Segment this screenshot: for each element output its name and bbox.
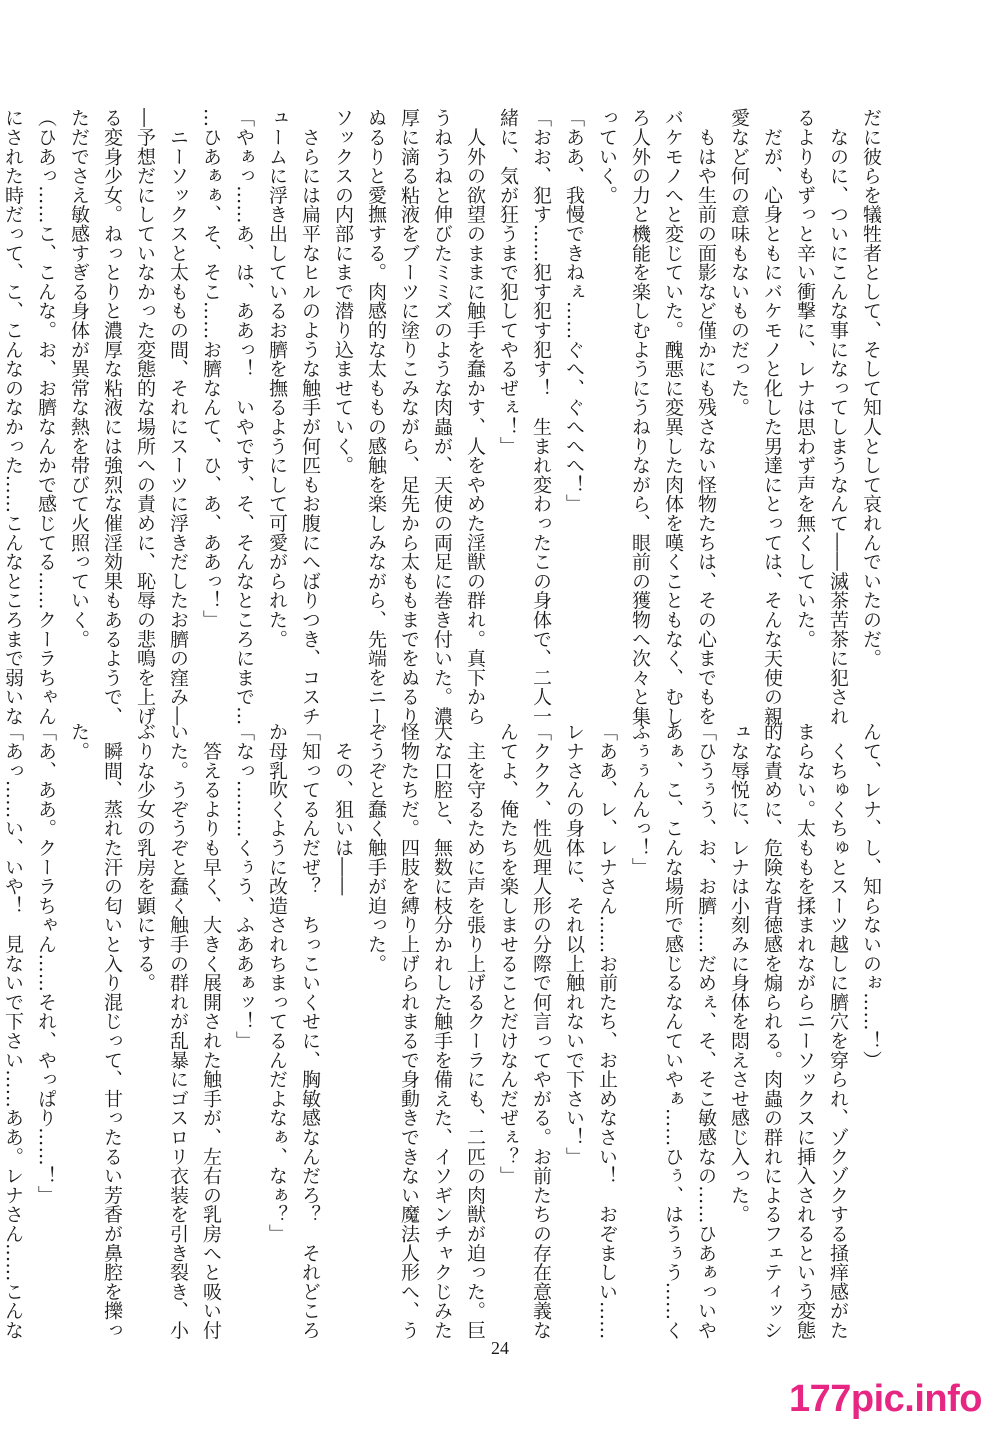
watermark-logo: 177pic.info — [789, 1378, 982, 1420]
page-number: 24 — [491, 1338, 509, 1358]
bottom-text-block: んて、レナ、し、知らないのぉ……！） くちゅくちゅとスーツ越しに臍穴を穿られ、ゾクゾクする掻痒感がた まらない。太ももを揉まれながらニーソックスに挿入されるという変態 的な責めに、危険な背徳感を煽られる。肉蟲の群れによるフェティッシ ュな辱悦に、レナは小刻みに身体を悶えさせ感じ入った。 「ひうぅう、お、お臍……だめぇ、そ、そこ敏感なの……ひあぁっいや あぁ、こ、こんな場所で感じるなんていやぁ……ひぅ、はうぅう……く ふぅぅんんっ！」 「ああ、レ、レナさん……お前たち、お止めなさい！ おぞましい…… レナさんの身体に、それ以上触れないで下さい！」 「ククク、性処理人形の分際で何言ってやがる。お前たちの存在意義な んてよ、俺たちを楽しませることだけなんだぜぇ？」 主を守るために声を張り上げるクーラにも、二匹の肉獣が迫った。巨 大な口腔と、無数に枝分かれした触手を備えた、イソギンチャクじみた 怪物たちだ。四肢を縛り上げられまるで身動きできない魔法人形へ、う ぞうぞと蠢く触手が迫った。 その、狙いは―― 「知ってるんだぜ？ ちっこいくせに、胸敏感なんだろ？ それどころ か母乳吹くように改造されちまってるんだよなぁ、なぁ？」 「なっ………くぅう、ふああぁッ！」 答えるよりも早く、大きく展開された触手が、左右の乳房へと吸い付 いた。うぞうぞと蠢く触手の群れが乱暴にゴスロリ衣装を引き裂き、小 ぶりな少女の乳房を顕にする。 瞬間、蒸れた汗の匂いと入り混じって、甘ったるい芳香が鼻腔を擽っ た。 「あ、ああ。クーラちゃん……それ、やっぱり……！」 「あっ……い、いや！ 見ないで下さい……ああ。レナさん……こんな — [2, 722, 882, 1340]
top-text-block: だに彼らを犠牲者として、そして知人として哀れんでいたのだ。 なのに、ついにこんな事になってしまうなんて――滅茶苦茶に犯され るよりもずっと辛い衝撃に、レナは思わず声を無くしていた。 だが、心身ともにバケモノと化した男達にとっては、そんな天使の親 愛など何の意味もないものだった。 もはや生前の面影など僅かにも残さない怪物たちは、その心までもを バケモノへと変じていた。醜悪に変異した肉体を嘆くこともなく、むし ろ人外の力と機能を楽しむようにうねりながら、眼前の獲物へ次々と集 っていく。 「ああ、我慢できねぇ……ぐへ、ぐへへへ！」 「おお、犯す……犯す犯す犯す！ 生まれ変わったこの身体で、二人一 緒に、気が狂うまで犯してやるぜぇ！」 人外の欲望のままに触手を蠢かす、人をやめた淫獣の群れ。真下から うねうねと伸びたミミズのような肉蟲が、天使の両足に巻き付いた。濃 厚に滴る粘液をブーツに塗りこみながら、足先から太ももまでをぬるり ぬるりと愛撫する。肉感的な太ももの感触を楽しみながら、先端をニー ソックスの内部にまで潜り込ませていく。 さらには扁平なヒルのような触手が何匹もお腹にへばりつき、コスチ ュームに浮き出しているお臍を撫るようにして可愛がられた。 「やぁっ……あ、は、ああっ！ いやです、そ、そんなところにまで… …ひあぁぁ、そ、そこ……お臍なんて、ひ、あ、ああっ！」 ニーソックスと太ももの間、それにスーツに浮きだしたお臍の窪み― ―予想だにしていなかった変態的な場所への責めに、恥辱の悲鳴を上げ る変身少女。ねっとりと濃厚な粘液には強烈な催淫効果もあるようで、 ただでさえ敏感すぎる身体が異常な熱を帯びて火照っていく。 （ひあっ……こ、こんな。お、お臍なんかで感じてる……クーラちゃん にされた時だって、こ、こんなのなかった……こんなところまで弱いな — [2, 108, 882, 726]
